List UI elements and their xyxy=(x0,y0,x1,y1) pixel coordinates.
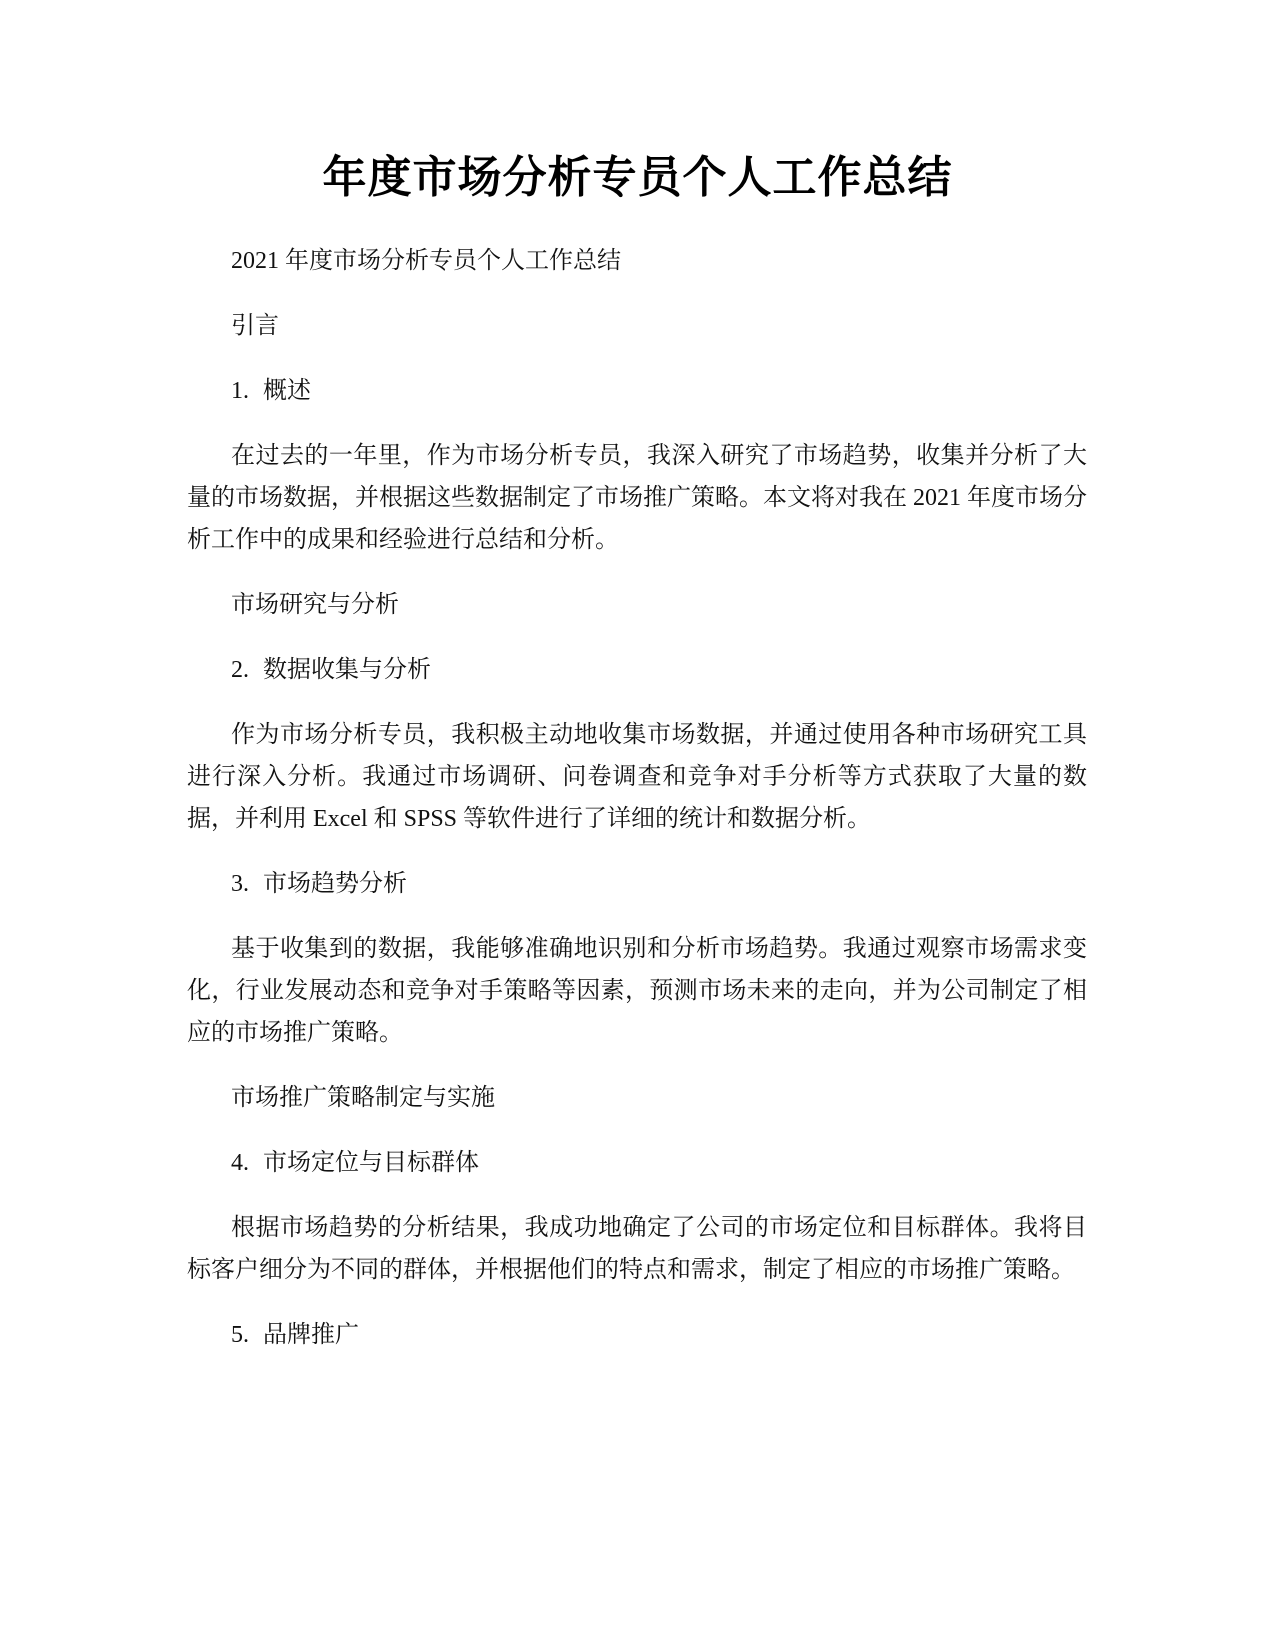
item-number: 2. xyxy=(231,657,249,683)
paragraph-text: 概述 xyxy=(263,378,311,404)
paragraph-text: 根据市场趋势的分析结果，我成功地确定了公司的市场定位和目标群体。我将目标客户细分为不同的群体，并根据他们的特点和需求，制定了相应的市场推广策略。 xyxy=(187,1215,1087,1283)
document-title: 年度市场分析专员个人工作总结 xyxy=(322,152,953,203)
paragraph-text: 市场研究与分析 xyxy=(231,592,399,618)
paragraph-text: 在过去的一年里，作为市场分析专员，我深入研究了市场趋势，收集并分析了大量的市场数据，并根据这些数据制定了市场推广策略。本文将对我在 2021 年度市场分析工作中的成果和经验进行总结和分析。 xyxy=(187,443,1087,553)
numbered-heading-3 xyxy=(187,863,1087,905)
paragraph-text: 品牌推广 xyxy=(263,1322,359,1348)
numbered-heading-4 xyxy=(187,1142,1087,1184)
section-heading-introduction xyxy=(187,305,1087,347)
body-paragraph-2 xyxy=(187,714,1087,840)
paragraph-text: 市场推广策略制定与实施 xyxy=(231,1085,495,1111)
paragraph-text: 作为市场分析专员，我积极主动地收集市场数据，并通过使用各种市场研究工具进行深入分析。我通过市场调研、问卷调查和竞争对手分析等方式获取了大量的数据，并利用 Excel 和 SPSS 等软件进行了详细的统计和数据分析。 xyxy=(187,722,1087,832)
item-number: 3. xyxy=(231,871,249,897)
item-number: 1. xyxy=(231,378,249,404)
paragraph-text: 引言 xyxy=(231,313,279,339)
numbered-heading-1 xyxy=(187,370,1087,412)
body-paragraph-3 xyxy=(187,928,1087,1054)
paragraph-text: 2021 年度市场分析专员个人工作总结 xyxy=(231,248,621,274)
paragraph-text: 基于收集到的数据，我能够准确地识别和分析市场趋势。我通过观察市场需求变化，行业发展动态和竞争对手策略等因素，预测市场未来的走向，并为公司制定了相应的市场推广策略。 xyxy=(187,936,1087,1046)
item-number: 5. xyxy=(231,1322,249,1348)
paragraph-text: 市场定位与目标群体 xyxy=(263,1150,479,1176)
paragraph-text: 市场趋势分析 xyxy=(263,871,407,897)
item-number: 4. xyxy=(231,1150,249,1176)
subtitle-line xyxy=(187,240,1087,282)
section-heading-market-research xyxy=(187,584,1087,626)
body-paragraph-1 xyxy=(187,435,1087,561)
numbered-heading-5 xyxy=(187,1314,1087,1356)
body-paragraph-4 xyxy=(187,1207,1087,1291)
section-heading-promotion-strategy xyxy=(187,1077,1087,1119)
document-body xyxy=(187,240,1087,1379)
numbered-heading-2 xyxy=(187,649,1087,691)
paragraph-text: 数据收集与分析 xyxy=(263,657,431,683)
